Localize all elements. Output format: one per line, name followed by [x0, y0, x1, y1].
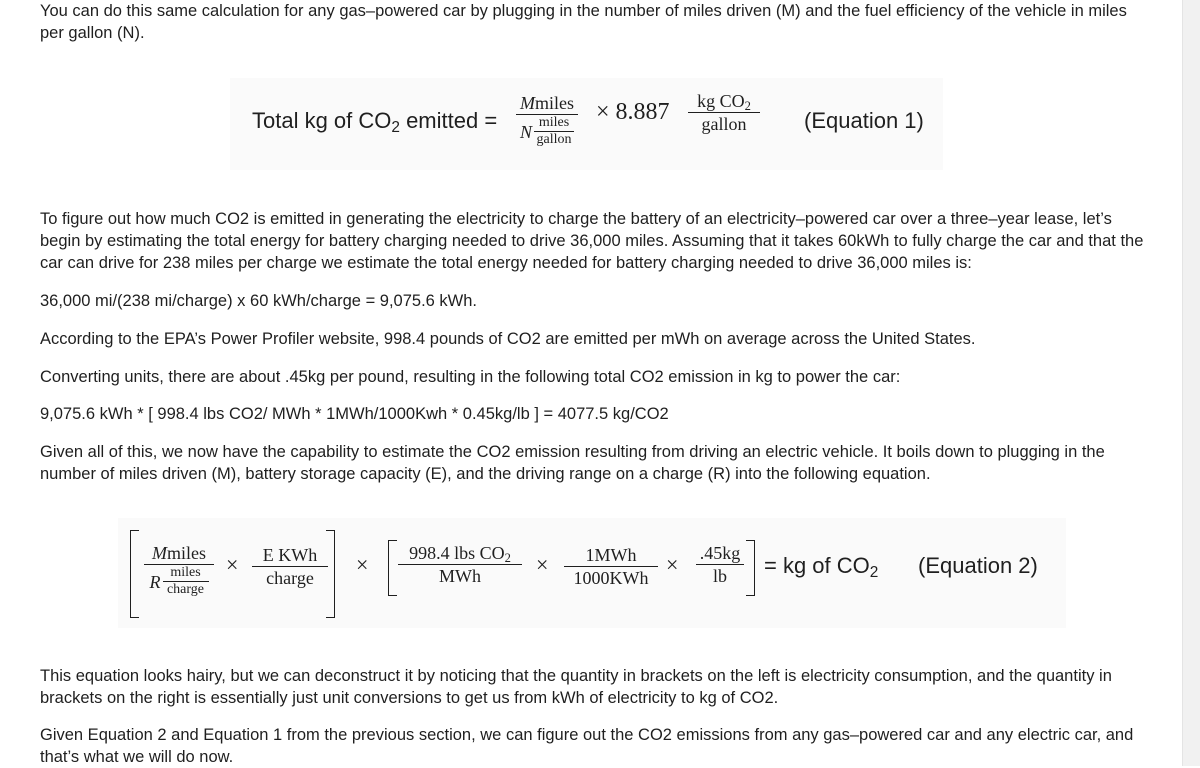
paragraph-intro: You can do this same calculation for any gas–powered car by plugging in the number of miles driven (M) and the fuel efficiency of the vehicle in miles per gallon (N).	[40, 2, 1127, 42]
paragraph-epa: According to the EPA’s Power Profiler website, 998.4 pounds of CO2 are emitted per mWh on average across the United States.	[40, 330, 976, 348]
left-bracket-open	[130, 530, 139, 618]
paragraph-given: Given all of this, we now have the capability to estimate the CO2 emission resulting from driving an electric vehicle. It boils down to plugging in the number of miles driven (M), battery storage capacity (E), and the driving range on a charge (R) into the following equation.	[40, 443, 1105, 483]
times-sign: ×	[356, 552, 369, 577]
equation-2-fraction-co2: 998.4 lbs $CO_2$ MWh	[398, 542, 522, 587]
times-sign: ×	[536, 552, 549, 577]
equation-1-factor: × 8.887	[596, 99, 670, 125]
equation-2-rhs: = kg of $CO_2$	[764, 553, 879, 581]
scrollbar-track[interactable]	[1182, 0, 1200, 766]
paragraph-hairy: This equation looks hairy, but we can deconstruct it by noticing that the quantity in brackets on the left is electricity consumption, and the quantity in brackets on the right is essentially just unit conversions to get us from kWh of electricity to kg of CO2.	[40, 667, 1112, 707]
right-bracket-open	[388, 540, 397, 596]
equation-1-fraction-miles: Mmiles N miles gallon	[516, 92, 578, 148]
equation-1-fraction-unit: kg $CO_2$ gallon	[688, 90, 760, 135]
paragraph-converting: Converting units, there are about .45kg per pound, resulting in the following total CO2 emission in kg to power the car:	[40, 368, 901, 386]
right-bracket-close	[746, 540, 755, 596]
equation-2-label: (Equation 2)	[918, 553, 1038, 578]
equation-2	[118, 518, 1066, 628]
equation-1	[230, 78, 943, 170]
paragraph-final: Given Equation 2 and Equation 1 from the previous section, we can figure out the CO2 emissions from any gas–powered car and any electric car, and that’s what we will do now.	[40, 726, 1134, 766]
equation-2-fraction-kg: .45kg lb	[696, 542, 744, 587]
times-sign: ×	[666, 552, 679, 577]
paragraph-energy-calc: 36,000 mi/(238 mi/charge) x 60 kWh/charge = 9,075.6 kWh.	[40, 292, 478, 310]
times-sign: ×	[226, 552, 239, 577]
equation-2-fraction-energy: E KWh charge	[252, 544, 328, 589]
equation-1-lhs: Total kg of $CO_2$ emitted =	[252, 108, 498, 136]
equation-2-fraction-miles: Mmiles R miles charge	[144, 542, 214, 598]
paragraph-electric-intro: To figure out how much CO2 is emitted in generating the electricity to charge the battery of an electricity–powered car over a three–year lease, let’s begin by estimating the total energy for battery charging needed to drive 36,000 miles. Assuming that it takes 60kWh to fully charge the car and that the car can drive for 238 miles per charge we estimate the total energy needed for battery charging needed to drive 36,000 miles is:	[40, 210, 1144, 272]
equation-2-fraction-mwh: 1MWh 1000KWh	[564, 544, 658, 589]
equation-1-label: (Equation 1)	[804, 108, 924, 133]
paragraph-co2-calc: 9,075.6 kWh * [ 998.4 lbs CO2/ MWh * 1MWh/1000Kwh * 0.45kg/lb ] = 4077.5 kg/CO2	[40, 405, 669, 423]
